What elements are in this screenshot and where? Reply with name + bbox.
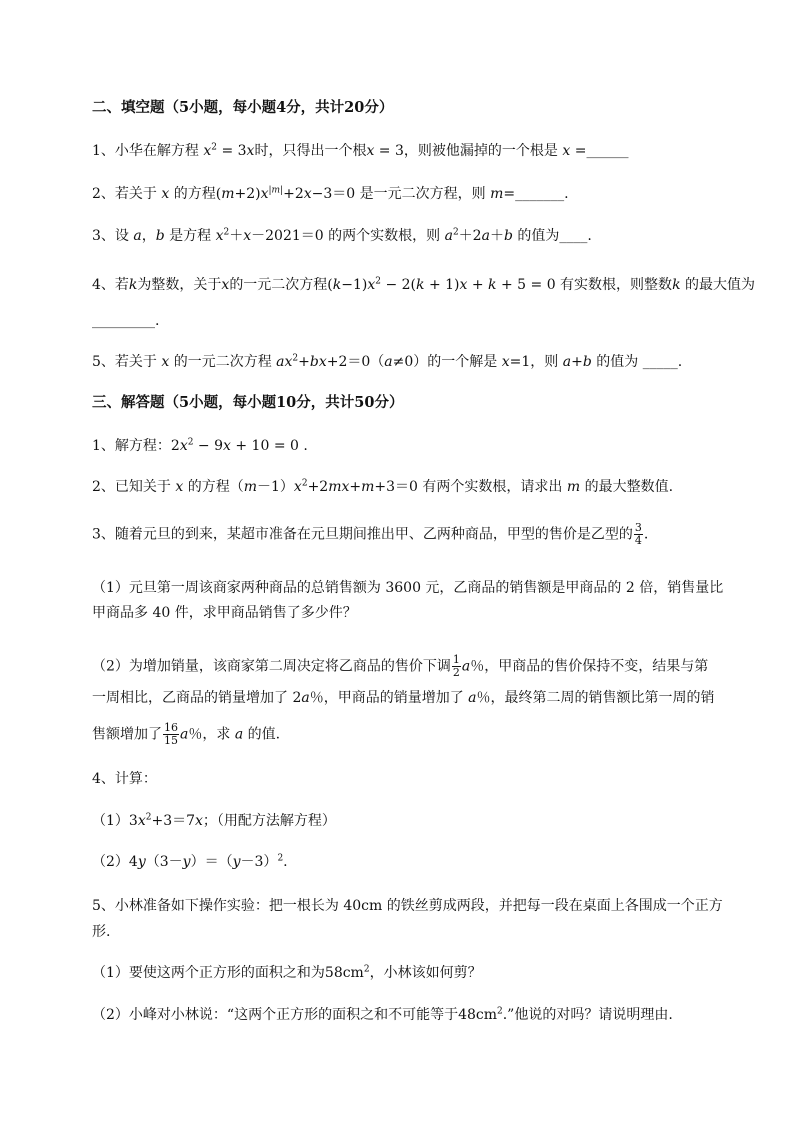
text: ，小林该如何剪？: [369, 965, 482, 981]
fill-question-4-blank: _________.: [92, 313, 160, 329]
text: .: [283, 854, 288, 870]
solve-question-3-part1-line2: 甲商品多 40 件，求甲商品销售了多少件？: [92, 605, 357, 621]
text: .: [643, 526, 649, 543]
text: .”他说的对吗？请说明理由.: [502, 1007, 673, 1023]
text: ％，最终第二周的销售额比第一周的销: [476, 690, 715, 706]
answer-blank: =_______.: [503, 186, 569, 202]
text: 2、已知关于: [92, 479, 176, 495]
text: 的方程（: [183, 479, 244, 495]
text: （2）小峰对小林说：“这两个正方形的面积之和不可能等于48cm: [92, 1007, 497, 1023]
text: －1）: [257, 479, 294, 495]
var: m: [243, 479, 257, 495]
var: a+b: [562, 354, 592, 370]
var: bx: [309, 354, 327, 370]
text: + 1): [424, 277, 460, 293]
var: a: [444, 228, 453, 244]
solve-question-1: [92, 436, 308, 456]
var: k: [416, 277, 425, 293]
var: m: [566, 479, 581, 495]
text: +2: [307, 479, 329, 495]
text: 的最大整数值.: [580, 479, 674, 495]
solve-question-5-line1: 5、小林准备如下操作实验：把一根长为 40cm 的铁丝剪成两段，并把每一段在桌面上各围成一个正方: [92, 898, 723, 914]
text: 的一元二次方程: [169, 354, 277, 370]
text: ）＝（: [190, 854, 233, 870]
var: a: [481, 228, 490, 244]
text: （1）3: [92, 813, 138, 829]
text: （2）4: [92, 854, 138, 870]
text: 3、随着元旦的到来，某超市准备在元旦期间推出甲、乙两种商品，甲型的售价是乙型的: [92, 526, 633, 543]
text: 售额增加了: [92, 726, 162, 743]
fill-question-2: [92, 184, 569, 204]
text: = 3: [217, 143, 247, 159]
answer-blank: 的值为 _____.: [591, 354, 683, 370]
text: 为整数，关于: [137, 277, 222, 293]
solve-question-4-part1: [92, 811, 336, 831]
text: +: [298, 354, 310, 370]
solve-question-2: [92, 477, 673, 497]
fraction-denominator: 2: [452, 666, 460, 679]
text: −1): [341, 277, 368, 293]
text: +: [349, 479, 362, 495]
sup: 2: [145, 812, 152, 823]
text: ≠0）的一个解是: [392, 354, 502, 370]
fill-question-3: [92, 226, 592, 246]
sup: 2: [187, 437, 194, 448]
fraction: [634, 522, 643, 547]
text: 5、若关于: [92, 354, 162, 370]
sup: 2: [223, 227, 230, 238]
solve-question-3-part2-line1: [92, 654, 708, 679]
text: +2＝0（: [326, 354, 385, 370]
var: x: [161, 186, 170, 202]
sup: 2: [301, 478, 308, 489]
var: x: [366, 143, 375, 159]
var: mx: [328, 479, 350, 495]
text: 的方程(: [169, 186, 222, 202]
text: + 5 = 0 有实数根，则整数: [496, 277, 673, 293]
var: x: [293, 479, 302, 495]
fill-question-5: [92, 352, 682, 372]
var: x: [501, 354, 510, 370]
sup: 2: [292, 353, 299, 364]
text: 2、若关于: [92, 186, 162, 202]
sup: 2: [497, 1006, 503, 1017]
fraction-numerator: 16: [164, 721, 178, 734]
text: （1）要使这两个正方形的面积之和为58cm: [92, 965, 364, 981]
fraction-numerator: 1: [452, 653, 460, 666]
text: －2021＝0 的两个实数根，则: [251, 228, 445, 244]
text: − 2(: [381, 277, 417, 293]
var: a: [301, 690, 310, 706]
text: ，: [141, 228, 156, 244]
text: +2): [234, 186, 261, 202]
var: k: [332, 277, 342, 293]
text: （3－: [145, 854, 183, 870]
var: x: [179, 438, 188, 454]
text: 的值.: [243, 726, 281, 743]
section2-heading: 二、填空题（5小题，每小题4分，共计20分）: [92, 99, 394, 116]
text: = 3，则被他漏掉的一个根是: [374, 143, 563, 159]
var: b: [503, 228, 513, 244]
answer-blank: =______: [570, 143, 629, 159]
text: + 10 = 0 .: [230, 438, 308, 454]
var: x: [562, 143, 571, 159]
section3-heading: 三、解答题（5小题，每小题10分，共计50分）: [92, 394, 404, 411]
var: m: [490, 186, 504, 202]
text: 一周相比，乙商品的销量增加了 2: [92, 690, 302, 706]
fraction: [452, 654, 461, 679]
text: +2: [283, 186, 304, 202]
text: －3）: [240, 854, 278, 870]
var: k: [672, 277, 681, 293]
solve-question-3-part2-line2: [92, 688, 715, 708]
text: 4、若: [92, 277, 129, 293]
var: y: [182, 854, 191, 870]
solve-question-5-part2: [92, 1005, 673, 1025]
text: +3＝0 有两个实数根，请求出: [374, 479, 567, 495]
text: 3、设: [92, 228, 134, 244]
fraction: [163, 722, 179, 747]
var: x: [161, 354, 170, 370]
text: （2）为增加销量，该商家第二周决定将乙商品的售价下调: [92, 658, 451, 675]
var: b: [155, 228, 165, 244]
text: −3＝0 是一元二次方程，则: [311, 186, 491, 202]
text: ＋: [489, 228, 504, 244]
var: x: [195, 813, 203, 829]
text: ％，求: [188, 726, 235, 743]
var: k: [128, 277, 138, 293]
var: x: [175, 479, 184, 495]
text: 1、小华在解方程: [92, 143, 204, 159]
sup: 2: [363, 964, 370, 975]
text: ＋: [229, 228, 244, 244]
var: a: [133, 228, 142, 244]
fraction-denominator: 15: [164, 734, 178, 747]
solve-question-3-part2-line3: [92, 722, 280, 747]
text: 是方程: [164, 228, 216, 244]
var: m: [221, 186, 235, 202]
fill-question-4: [92, 275, 755, 295]
sup: 2: [277, 853, 284, 864]
text: 1、解方程：2: [92, 438, 180, 454]
text: +: [467, 277, 489, 293]
var: m: [361, 479, 375, 495]
var: x: [303, 186, 312, 202]
solve-question-3: [92, 522, 648, 547]
solve-question-5-line2: 形.: [92, 924, 111, 940]
var: x: [221, 277, 230, 293]
var: a: [384, 354, 393, 370]
var: a: [468, 690, 477, 706]
sup: 2: [375, 276, 382, 287]
var: x: [223, 438, 231, 454]
var: x: [215, 228, 224, 244]
solve-question-4-part2: [92, 852, 288, 872]
var: x: [260, 186, 269, 202]
var: a: [180, 726, 189, 743]
text: − 9: [193, 438, 224, 454]
text: 时，只得出一个根: [254, 143, 367, 159]
fill-question-1: [92, 141, 628, 161]
text: ＋2: [458, 228, 482, 244]
var: a: [461, 658, 471, 675]
var: x: [459, 277, 468, 293]
solve-question-5-part1: [92, 963, 482, 983]
var: a: [234, 726, 244, 743]
sup: |m|: [268, 185, 284, 196]
var: k: [488, 277, 497, 293]
fraction-denominator: 4: [634, 534, 642, 547]
var: ax: [276, 354, 293, 370]
var: x: [246, 143, 255, 159]
text: ％，甲商品的销量增加了: [309, 690, 469, 706]
var: x: [243, 228, 252, 244]
text: 的最大值为: [680, 277, 755, 293]
solve-question-3-part1-line1: （1）元旦第一周该商家两种商品的总销售额为 3600 元，乙商品的销售额是甲商品的 2 倍，销售量比: [92, 580, 724, 596]
var: x: [137, 813, 146, 829]
text: 的一元二次方程(: [229, 277, 333, 293]
text: +3＝7: [151, 813, 196, 829]
sup: 2: [452, 227, 459, 238]
var: y: [137, 854, 146, 870]
var: x: [367, 277, 376, 293]
text: ％，甲商品的售价保持不变，结果与第: [470, 658, 709, 675]
var: y: [232, 854, 241, 870]
answer-blank: 的值为____.: [512, 228, 592, 244]
solve-question-4: 4、计算：: [92, 771, 157, 787]
text: ；（用配方法解方程）: [202, 813, 336, 829]
text: =1，则: [509, 354, 563, 370]
sup: 2: [211, 142, 217, 153]
fraction-numerator: 3: [634, 521, 642, 534]
var: x: [203, 143, 212, 159]
